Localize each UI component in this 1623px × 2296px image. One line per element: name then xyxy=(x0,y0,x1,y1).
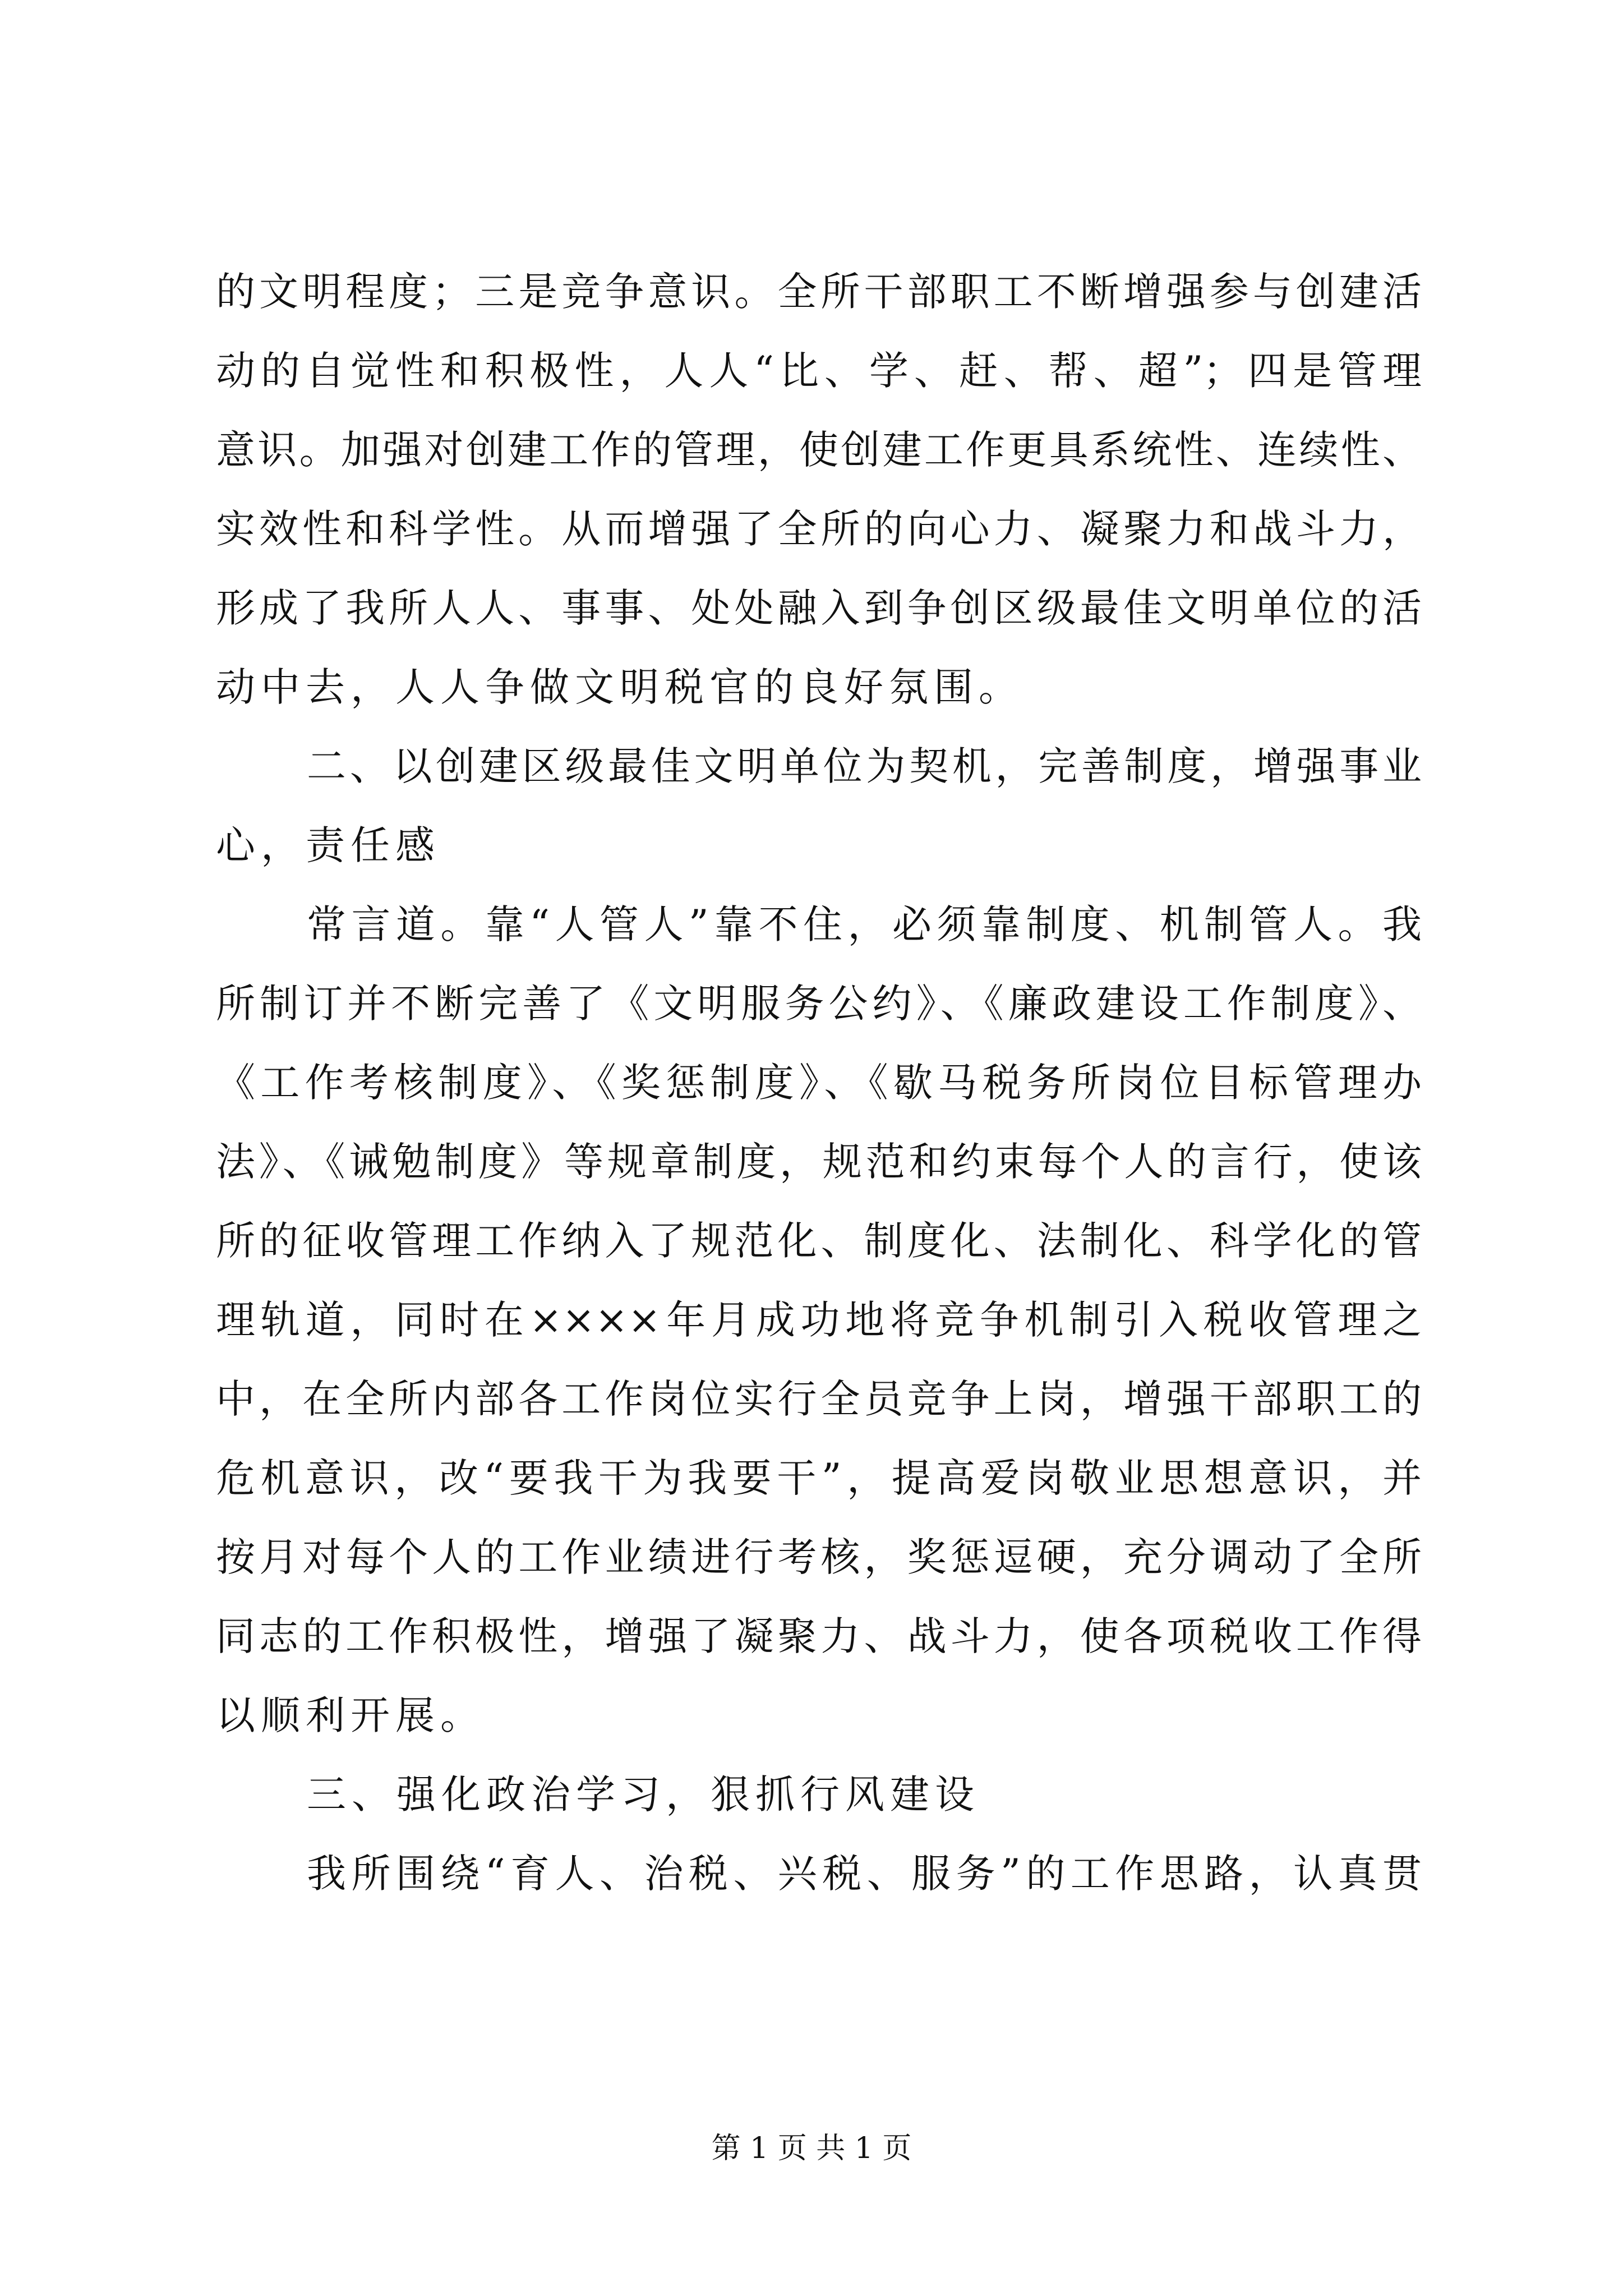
text-line: 常言道。靠“人管人”靠不住，必须靠制度、机制管人。我 xyxy=(307,901,1422,947)
text-line: 《工作考核制度》、《奖惩制度》、《歇马税务所岗位目标管理办 xyxy=(216,1060,1422,1106)
text-line: 形成了我所人人、事事、处处融入到争创区级最佳文明单位的活 xyxy=(216,585,1422,631)
section-heading-line: 二、以创建区级最佳文明单位为契机，完善制度，增强事业 xyxy=(307,743,1422,789)
text-line: 以顺利开展。 xyxy=(216,1692,485,1738)
text-line: 同志的工作积极性，增强了凝聚力、战斗力，使各项税收工作得 xyxy=(216,1613,1422,1659)
text-line: 实效性和科学性。从而增强了全所的向心力、凝聚力和战斗力， xyxy=(216,506,1422,552)
text-line: 动的自觉性和积极性，人人“比、学、赶、帮、超”；四是管理 xyxy=(216,348,1422,394)
document-body xyxy=(216,252,1422,1913)
text-line: 我所围绕“育人、治税、兴税、服务”的工作思路，认真贯 xyxy=(307,1851,1422,1897)
text-line: 所的征收管理工作纳入了规范化、制度化、法制化、科学化的管 xyxy=(216,1218,1422,1264)
page-footer: 第 1 页 共 1 页 xyxy=(711,2132,912,2165)
text-line: 所制订并不断完善了《文明服务公约》、《廉政建设工作制度》、 xyxy=(216,981,1422,1027)
text-line: 按月对每个人的工作业绩进行考核，奖惩逗硬，充分调动了全所 xyxy=(216,1534,1422,1580)
text-line: 危机意识，改“要我干为我要干”，提高爱岗敬业思想意识，并 xyxy=(216,1455,1422,1501)
text-line: 中，在全所内部各工作岗位实行全员竞争上岗，增强干部职工的 xyxy=(216,1376,1422,1422)
text-line: 理轨道，同时在××××年月成功地将竞争机制引入税收管理之 xyxy=(216,1297,1422,1343)
section-heading-line: 三、强化政治学习，狠抓行风建设 xyxy=(307,1772,980,1818)
text-line: 法》、《诫勉制度》等规章制度，规范和约束每个人的言行，使该 xyxy=(216,1139,1422,1185)
text-line: 动中去，人人争做文明税官的良好氛围。 xyxy=(216,664,1023,710)
section-heading-line: 心，责任感 xyxy=(216,822,440,868)
text-line: 的文明程度；三是竞争意识。全所干部职工不断增强参与创建活 xyxy=(216,269,1422,315)
text-line: 意识。加强对创建工作的管理，使创建工作更具系统性、连续性、 xyxy=(216,427,1422,473)
